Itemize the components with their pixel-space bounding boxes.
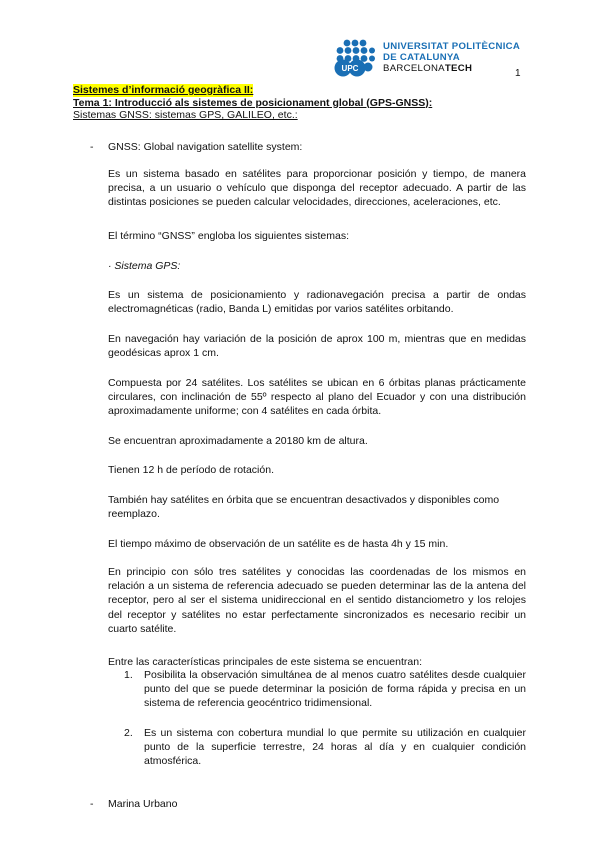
page-number: 1 xyxy=(515,68,521,79)
paragraph: Es un sistema basado en satélites para proporcionar posición y tiempo, de manera precisa, a un usuario o vehículo que disponga del receptor adecuado. A partir de las distintas posiciones se pueden calcular velocidades, direcciones, aceleraciones, etc. xyxy=(108,168,526,209)
topic-title: Tema 1: Introducció als sistemes de posicionament global (GPS-GNSS): xyxy=(73,96,433,109)
paragraph: El tiempo máximo de observación de un satélite es de hasta 4h y 15 min. xyxy=(108,538,449,550)
university-name-line1: UNIVERSITAT POLITÈCNICA xyxy=(383,41,521,52)
document-titles xyxy=(73,84,432,122)
bullet-dash: - xyxy=(90,141,94,153)
university-name-line2: DE CATALUNYA xyxy=(383,52,460,63)
upc-logo xyxy=(333,38,543,78)
characteristics-list xyxy=(108,726,526,769)
list-item: 2. Es un sistema con cobertura mundial lo que permite su utilización en cualquier punto de la superficie terrestre, 24 horas al día y en cualquier condición atmosférica. xyxy=(124,727,526,768)
paragraph: En navegación hay variación de la posición de aprox 100 m, mientras que en medidas geodésicas aprox 1 cm. xyxy=(108,333,526,360)
subtopic-title: Sistemas GNSS: sistemas GPS, GALILEO, etc.: xyxy=(73,109,298,122)
paragraph: Entre las características principales de este sistema se encuentran: xyxy=(108,656,422,668)
paragraph: En principio con sólo tres satélites y conocidas las coordenadas de los mismos en relación a un sistema de referencia adecuado se pueden determinar las de la antena del receptor, pero al ser el sistema unidireccional en el sentido distanciometro y los relojes del receptor y satélites no estar perfectamente sincronizados es necesario recibir un cuarto satélite. xyxy=(108,566,526,635)
characteristics-list xyxy=(108,668,526,711)
paragraph: Compuesta por 24 satélites. Los satélites se ubican en 6 órbitas planas prácticamente circulares, con inclinación de 55º respecto al plano del Ecuador y con una distribución aproximadamente uniforme; con 4 satélites en cada órbita. xyxy=(108,377,526,418)
paragraph: Es un sistema de posicionamiento y radionavegación precisa a partir de ondas electromagnéticas (radio, Banda L) emitidas por varios satélites orbitando. xyxy=(108,289,526,316)
paragraph: Se encuentran aproximadamente a 20180 km de altura. xyxy=(108,435,368,447)
bullet-dash: - xyxy=(90,798,94,810)
gnss-bullet: GNSS: Global navigation satellite system: xyxy=(108,141,303,153)
course-title: Sistemes d’informació geogràfica II: xyxy=(73,84,254,96)
list-item: 1. Posibilita la observación simultánea de al menos cuatro satélites desde cualquier punto del que se puede determinar la posición de forma rápida y precisa en un sistema de referencia geocéntrico tridimensional. xyxy=(124,669,526,710)
upc-dots-icon xyxy=(333,38,375,78)
barcelonatech-label: BARCELONATECH xyxy=(383,63,473,74)
paragraph: El término “GNSS” engloba los siguientes sistemas: xyxy=(108,230,350,242)
author-name: Marina Urbano xyxy=(108,798,178,810)
svg-text:UPC: UPC xyxy=(341,64,359,73)
section-label: · Sistema GPS: xyxy=(108,260,181,272)
paragraph: Tienen 12 h de período de rotación. xyxy=(108,464,274,476)
paragraph: También hay satélites en órbita que se encuentran desactivados y disponibles como reemplazo. xyxy=(108,494,500,521)
